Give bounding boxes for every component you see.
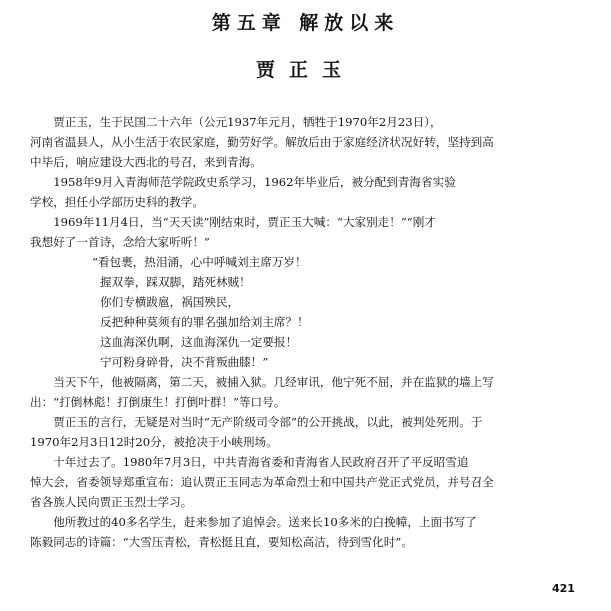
section-title: 贾正玉 (255, 59, 355, 81)
document-body (30, 112, 590, 552)
paragraph-line: 河南省温县人，从小生活于农民家庭，勤劳好学。解放后由于家庭经济状况好转，坚持到高 (30, 135, 494, 149)
paragraph-line: 陈毅同志的诗篇：“大雪压青松，青松挺且直，要知松高洁，待到雪化时”。 (30, 535, 413, 549)
paragraph-line: 学校，担任小学部历史科的教学。 (30, 195, 204, 209)
paragraph-line: 十年过去了。1980年7月3日，中共青海省委和青海省人民政府召开了平反昭雪追 (53, 455, 469, 469)
paragraph-line: 贾正玉，生于民国二十六年（公元1937年元月，牺牲于1970年2月23日）， (53, 115, 442, 129)
paragraph-line: 当天下午，他被隔离，第二天，被捕入狱。几经审讯，他宁死不屈，并在监狱的墙上写 (53, 375, 494, 389)
paragraph-line: 1969年11月4日，当“天天读”刚结束时，贾正玉大喊：“大家别走！”“刚才 (53, 215, 436, 229)
paragraph-line: 贾正玉的言行，无疑是对当时“无产阶级司令部”的公开挑战，以此，被判处死刑。于 (53, 415, 483, 429)
paragraph-line: 1958年9月入青海师范学院政史系学习，1962年毕业后，被分配到青海省实验 (53, 175, 456, 189)
chapter-title: 第五章 解放以来 (211, 12, 400, 34)
poem-line: 你们专横跋扈，祸国殃民， (100, 295, 240, 309)
paragraph-line: 省各族人民向贾正玉烈士学习。 (30, 495, 193, 509)
paragraph-line: 1970年2月3日12时20分，被抢决于小峡刑场。 (30, 435, 278, 449)
poem-line: “看包裹，热泪涌，心中呼喊刘主席万岁！ (92, 255, 307, 269)
paragraph-line: 我想好了一首诗，念给大家听听！” (30, 235, 210, 249)
page-number: 421 (552, 582, 575, 595)
poem-line: 这血海深仇啊，这血海深仇一定要报！ (100, 335, 298, 349)
paragraph-line: 悼大会，省委领导郑重宣布：追认贾正玉同志为革命烈士和中国共产党正式党员，并号召全 (30, 475, 494, 489)
poem-line: 宁可粉身碎骨，决不背叛曲膝！” (100, 355, 269, 369)
paragraph-line: 中毕后，响应建设大西北的号召，来到青海。 (30, 155, 262, 169)
poem-line: 反把种种莫须有的罪名强加给刘主席？！ (100, 315, 309, 329)
paragraph-line: 他所教过的40多名学生，赶来参加了追悼会。送来长10多米的白挽幛，上面书写了 (53, 515, 477, 529)
paragraph-line: 出：“打倒林彪！打倒康生！打倒叶群！”等口号。 (30, 395, 286, 409)
poem-line: 握双拳，踩双脚，踏死林贼！ (100, 275, 251, 289)
